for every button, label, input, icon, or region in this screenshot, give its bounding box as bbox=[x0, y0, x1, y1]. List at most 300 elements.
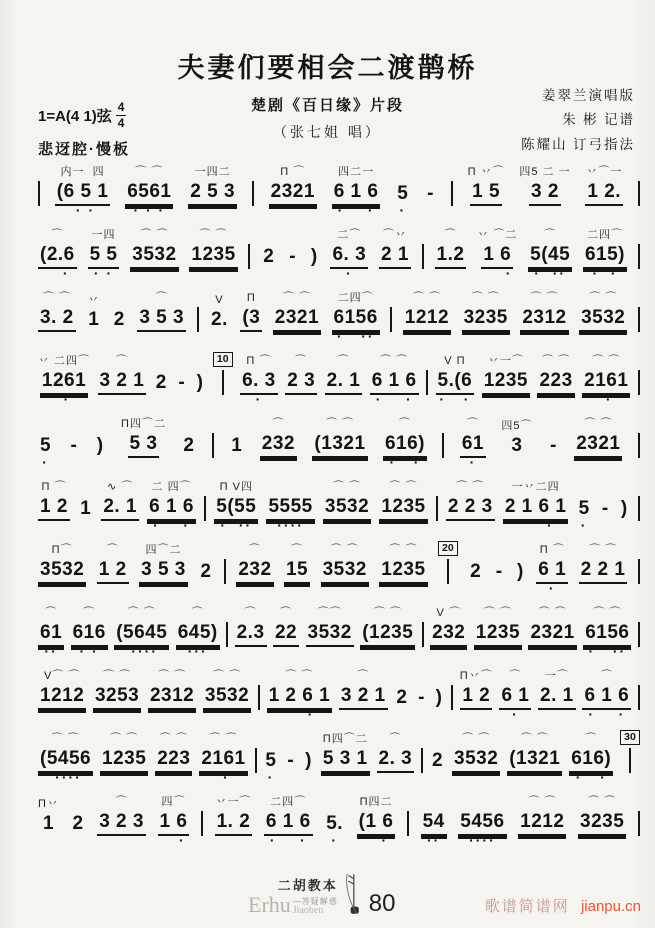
bowing-fingering-annotation: ⌒ bbox=[444, 229, 457, 241]
note-group bbox=[332, 162, 381, 219]
note-group bbox=[416, 668, 427, 723]
note-group bbox=[38, 729, 93, 786]
octave-dots bbox=[542, 332, 548, 345]
score-line-4 bbox=[38, 345, 640, 408]
bowing-fingering-annotation bbox=[551, 416, 555, 435]
bowing-fingering-annotation: ⌒ ⌒ bbox=[282, 292, 311, 304]
score-line-10 bbox=[38, 723, 640, 786]
note-group bbox=[528, 225, 572, 282]
note-digits: 232 bbox=[260, 433, 297, 458]
bowing-fingering-annotation: ⌒ ⌒ bbox=[589, 292, 618, 304]
note-group bbox=[324, 794, 345, 849]
note-group bbox=[379, 477, 427, 534]
note-group bbox=[273, 288, 321, 345]
octave-dots: ···· bbox=[277, 517, 304, 533]
octave-dots bbox=[151, 269, 157, 282]
note-group bbox=[574, 414, 622, 471]
score-line-5 bbox=[38, 408, 640, 471]
note-digits: 5 bbox=[40, 435, 52, 456]
note-group bbox=[306, 603, 354, 660]
bowing-fingering-annotation: ⌒ ⌒ bbox=[530, 292, 559, 304]
octave-dots: · · bbox=[153, 517, 190, 533]
note-group bbox=[458, 792, 506, 849]
note-group bbox=[394, 668, 409, 723]
note-digits: 616) bbox=[383, 433, 427, 458]
bowing-fingering-annotation: 丷 ⌒二 bbox=[477, 229, 518, 241]
bowing-fingering-annotation: Π丷 bbox=[38, 798, 59, 810]
note-group bbox=[71, 794, 86, 849]
score-line-6 bbox=[38, 471, 640, 534]
octave-dots bbox=[621, 521, 627, 534]
octave-dots bbox=[71, 458, 77, 471]
note-digits: 2 bbox=[200, 561, 212, 582]
bowing-fingering-annotation bbox=[291, 227, 295, 246]
bowing-fingering-annotation: 内一 四 bbox=[60, 166, 105, 178]
octave-dots bbox=[553, 395, 559, 408]
series-subtitle: —答疑解惑 bbox=[292, 897, 338, 906]
note-digits: - bbox=[70, 435, 78, 456]
note-group bbox=[436, 351, 475, 408]
bowing-fingering-annotation: 丷⌒一 bbox=[586, 166, 623, 178]
note-group bbox=[494, 542, 505, 597]
bowing-fingering-annotation bbox=[436, 731, 440, 750]
erhu-icon bbox=[343, 872, 361, 916]
barline bbox=[638, 811, 640, 836]
note-group bbox=[501, 416, 532, 471]
octave-dots: · bbox=[363, 832, 389, 848]
barline bbox=[638, 181, 640, 206]
bowing-fingering-annotation: 二四⌒ bbox=[270, 796, 307, 808]
note-group bbox=[55, 162, 111, 219]
note-digits: 3235 bbox=[578, 811, 626, 836]
note-group bbox=[260, 414, 297, 471]
octave-dots: · bbox=[211, 769, 236, 785]
note-digits: - bbox=[427, 183, 434, 204]
note-group bbox=[88, 225, 120, 282]
note-group bbox=[101, 477, 139, 534]
note-digits: 1 bbox=[231, 435, 243, 456]
time-signature bbox=[116, 101, 127, 130]
note-digits: - bbox=[418, 687, 425, 708]
octave-dots bbox=[503, 395, 509, 408]
note-group bbox=[430, 731, 445, 786]
barline bbox=[255, 748, 257, 773]
note-group bbox=[98, 351, 147, 408]
credit-version: 姜翠兰演唱版 bbox=[542, 88, 635, 103]
octave-dots bbox=[435, 773, 441, 786]
bowing-fingering-annotation bbox=[235, 416, 239, 435]
watermark-link[interactable]: jianpu.cn bbox=[580, 898, 641, 915]
key-signature: 1=A(4 1)弦 bbox=[38, 108, 112, 126]
bowing-fingering-annotation: 丷一⌒ bbox=[487, 355, 524, 367]
barline bbox=[451, 685, 453, 710]
note-digits: 6156 bbox=[332, 307, 380, 332]
bowing-fingering-annotation: ⌒ ⌒ bbox=[456, 481, 485, 493]
note-digits: 2 bbox=[432, 750, 444, 771]
note-group bbox=[430, 603, 467, 660]
note-digits: 2321 bbox=[574, 433, 622, 458]
note-group bbox=[477, 225, 517, 282]
bowing-fingering-annotation: ⌒ ⌒ bbox=[285, 670, 314, 682]
credits-block bbox=[521, 84, 635, 157]
octave-dots: ···· bbox=[49, 769, 82, 785]
bowing-fingering-annotation bbox=[269, 731, 273, 750]
octave-dots: · · bbox=[588, 706, 626, 722]
note-digits: 5 bbox=[578, 498, 590, 519]
note-digits: 3532 bbox=[306, 622, 354, 647]
bowing-fingering-annotation: 一四 bbox=[91, 229, 116, 241]
note-group bbox=[100, 729, 148, 786]
barline bbox=[638, 307, 640, 332]
note-digits: 6. 3 bbox=[330, 244, 368, 269]
barline bbox=[212, 433, 214, 458]
octave-dots: · · bbox=[592, 265, 618, 281]
bowing-fingering-annotation: V bbox=[215, 294, 224, 306]
bowing-fingering-annotation: Π ⌒ bbox=[41, 481, 67, 493]
note-group bbox=[460, 666, 493, 723]
note-digits: 1.2 bbox=[435, 244, 467, 269]
barline bbox=[248, 244, 250, 269]
note-digits: 2 2 3 bbox=[446, 496, 495, 521]
octave-dots bbox=[266, 269, 272, 282]
note-digits: 61 bbox=[460, 433, 486, 458]
octave-dots: · bbox=[161, 832, 186, 848]
note-digits: 3 5 3 bbox=[139, 559, 188, 584]
note-group bbox=[434, 668, 445, 723]
note-digits: 2 bbox=[155, 372, 167, 393]
bowing-fingering-annotation: ⌒ bbox=[337, 355, 350, 367]
bowing-fingering-annotation bbox=[622, 479, 626, 498]
note-digits: 1 2 bbox=[97, 559, 129, 584]
barline bbox=[620, 730, 640, 773]
octave-dots bbox=[448, 269, 454, 282]
octave-dots bbox=[327, 647, 333, 660]
octave-dots: ···· bbox=[125, 643, 159, 659]
note-digits: 2 5 3 bbox=[188, 181, 237, 206]
note-group bbox=[86, 290, 101, 345]
note-group bbox=[538, 666, 576, 723]
bowing-fingering-annotation bbox=[582, 479, 586, 498]
note-digits: 5 bbox=[265, 750, 277, 771]
bowing-fingering-annotation: ⌒ ⌒ bbox=[528, 796, 557, 808]
note-digits: 5 3 1 bbox=[321, 748, 370, 773]
bowing-fingering-annotation: ⌒⌒ bbox=[317, 607, 342, 619]
bowing-fingering-annotation: 二四⌒ bbox=[337, 292, 374, 304]
note-group bbox=[583, 603, 631, 660]
note-digits: 1 5 bbox=[470, 181, 502, 206]
note-group bbox=[147, 477, 196, 534]
note-group bbox=[158, 792, 190, 849]
octave-dots bbox=[342, 584, 348, 597]
note-digits: 5.(6 bbox=[436, 370, 475, 395]
time-signature-denominator: 4 bbox=[117, 116, 125, 131]
bowing-fingering-annotation: ⌒ bbox=[51, 229, 64, 241]
note-group bbox=[137, 288, 186, 345]
note-digits: (1235 bbox=[360, 622, 415, 647]
bowing-fingering-annotation: 二 四⌒ bbox=[151, 481, 192, 493]
barline bbox=[252, 181, 254, 206]
bowing-fingering-annotation: Π四⌒二 bbox=[322, 733, 368, 745]
barline bbox=[438, 541, 458, 584]
note-group bbox=[520, 288, 568, 345]
note-digits: 6156 bbox=[583, 622, 631, 647]
octave-dots bbox=[252, 584, 258, 597]
note-group bbox=[309, 227, 320, 282]
bowing-fingering-annotation: ⌒ ⌒ bbox=[140, 229, 169, 241]
note-group bbox=[93, 666, 141, 723]
barline bbox=[638, 496, 640, 521]
note-digits: ) bbox=[196, 372, 204, 393]
bowing-fingering-annotation: 一⌒ bbox=[544, 670, 569, 682]
bowing-fingering-annotation: ⌒ ⌒ bbox=[584, 418, 613, 430]
octave-dots bbox=[75, 836, 81, 849]
octave-dots bbox=[599, 836, 605, 849]
note-digits: 2. 1 bbox=[101, 496, 139, 521]
note-group bbox=[198, 542, 213, 597]
note-digits: 615) bbox=[583, 244, 627, 269]
octave-dots: · bbox=[267, 769, 275, 785]
bowing-fingering-annotation: ⌒丷 bbox=[382, 229, 407, 241]
octave-dots: · ·· bbox=[220, 517, 253, 533]
octave-dots: · bbox=[284, 706, 315, 722]
note-group bbox=[303, 731, 314, 786]
note-digits: 5(55 bbox=[214, 496, 258, 521]
note-group bbox=[199, 729, 247, 786]
octave-dots: · bbox=[255, 391, 263, 407]
octave-dots bbox=[197, 395, 203, 408]
note-group bbox=[569, 729, 613, 786]
octave-dots bbox=[54, 332, 60, 345]
octave-dots: · · bbox=[79, 643, 99, 659]
note-group bbox=[209, 290, 230, 345]
bowing-fingering-annotation: ⌒ bbox=[509, 670, 522, 682]
bowing-fingering-annotation bbox=[289, 731, 293, 750]
bowing-fingering-annotation: ⌒ bbox=[585, 733, 598, 745]
octave-dots bbox=[169, 710, 175, 723]
note-digits: 645) bbox=[176, 622, 220, 647]
bowing-fingering-annotation: ⌒ ⌒ bbox=[389, 544, 418, 556]
octave-dots: · bbox=[51, 391, 77, 407]
note-digits: 6 1 bbox=[499, 685, 531, 710]
note-group bbox=[323, 477, 371, 534]
score-line-8 bbox=[38, 597, 640, 660]
note-digits: 2.3 bbox=[235, 622, 267, 647]
note-digits: 616 bbox=[71, 622, 108, 647]
octave-dots bbox=[311, 269, 317, 282]
measure-number-box: 30 bbox=[620, 730, 640, 745]
bowing-fingering-annotation: ⌒ bbox=[295, 355, 308, 367]
octave-dots: · bbox=[399, 202, 407, 218]
bowing-fingering-annotation: Π V四 bbox=[219, 481, 253, 493]
bowing-fingering-annotation bbox=[44, 416, 48, 435]
octave-dots bbox=[424, 332, 430, 345]
octave-dots bbox=[400, 584, 406, 597]
note-digits: 1212 bbox=[403, 307, 451, 332]
note-group bbox=[583, 225, 627, 282]
octave-dots bbox=[473, 710, 479, 723]
bowing-fingering-annotation: 四5 二 一 bbox=[519, 166, 571, 178]
octave-dots bbox=[91, 332, 97, 345]
note-group bbox=[360, 603, 415, 660]
bowing-fingering-annotation: 一四二 bbox=[194, 166, 231, 178]
bowing-fingering-annotation: ⌒ ⌒ bbox=[520, 733, 549, 745]
note-digits: 1. 2 bbox=[215, 811, 253, 836]
note-group bbox=[38, 794, 59, 849]
bowing-fingering-annotation bbox=[84, 479, 88, 498]
octave-dots bbox=[59, 584, 65, 597]
note-digits: 5. bbox=[326, 813, 344, 834]
note-digits: - bbox=[495, 561, 503, 582]
octave-dots bbox=[436, 710, 442, 723]
bowing-fingering-annotation: ⌒ bbox=[389, 733, 402, 745]
bowing-fingering-annotation: ⌒ bbox=[357, 670, 370, 682]
note-group bbox=[482, 351, 530, 408]
note-group bbox=[325, 351, 363, 408]
bowing-fingering-annotation bbox=[76, 794, 80, 813]
octave-dots: · bbox=[548, 580, 556, 596]
note-digits: 2161 bbox=[582, 370, 630, 395]
note-group bbox=[154, 353, 169, 408]
barline bbox=[422, 244, 424, 269]
octave-dots: · · · bbox=[133, 202, 166, 218]
note-digits: 6. 3 bbox=[240, 370, 278, 395]
note-group bbox=[379, 540, 427, 597]
note-digits: 2312 bbox=[148, 685, 196, 710]
note-group bbox=[38, 540, 86, 597]
bowing-fingering-annotation: ⌒ ⌒ bbox=[332, 481, 362, 493]
time-signature-numerator: 4 bbox=[116, 101, 127, 116]
bowing-fingering-annotation: ⌒ ⌒ bbox=[110, 733, 139, 745]
bowing-fingering-annotation bbox=[437, 668, 441, 687]
bowing-fingering-annotation: 丷 bbox=[87, 294, 100, 306]
octave-dots bbox=[344, 521, 350, 534]
note-group bbox=[236, 540, 273, 597]
barline bbox=[638, 685, 640, 710]
note-group bbox=[287, 227, 298, 282]
octave-dots bbox=[337, 458, 343, 471]
note-group bbox=[600, 479, 611, 534]
note-group bbox=[269, 162, 317, 219]
note-digits: 3 2 3 bbox=[97, 811, 146, 836]
barline bbox=[426, 370, 428, 395]
octave-dots: ·· bbox=[426, 832, 441, 848]
octave-dots bbox=[294, 332, 300, 345]
bowing-fingering-annotation: ⌒ bbox=[248, 544, 261, 556]
bowing-fingering-annotation: ⌒ ⌒ bbox=[330, 544, 359, 556]
series-title bbox=[248, 879, 338, 916]
bowing-fingering-annotation: V⌒ ⌒ bbox=[43, 670, 81, 682]
barline bbox=[201, 811, 203, 836]
bowing-fingering-annotation: ⌒ ⌒ bbox=[199, 229, 228, 241]
bowing-fingering-annotation: ⌒ ⌒ bbox=[373, 607, 402, 619]
octave-dots bbox=[217, 332, 223, 345]
bowing-fingering-annotation: ⌒ bbox=[83, 607, 96, 619]
note-digits: 3 2 1 bbox=[98, 370, 147, 395]
score-line-7 bbox=[38, 534, 640, 597]
octave-dots bbox=[231, 836, 237, 849]
note-group bbox=[395, 164, 410, 219]
note-digits: 3532 bbox=[579, 307, 627, 332]
note-digits: 61 bbox=[38, 622, 64, 647]
note-digits: 5 3 bbox=[128, 433, 160, 458]
note-group bbox=[263, 731, 278, 786]
note-digits: ) bbox=[305, 750, 312, 771]
note-group bbox=[460, 414, 486, 471]
note-digits: - bbox=[287, 750, 295, 771]
series-title-cn: 二胡教本 bbox=[277, 878, 338, 893]
note-group bbox=[214, 477, 258, 534]
note-digits: 6 1 6 bbox=[147, 496, 196, 521]
note-group bbox=[69, 416, 80, 471]
bowing-fingering-annotation: ⌒ ⌒ bbox=[588, 796, 617, 808]
note-group bbox=[578, 792, 626, 849]
note-digits: 2 bbox=[263, 246, 275, 267]
octave-dots: · · bbox=[93, 265, 114, 281]
bowing-fingering-annotation: ⌒ bbox=[115, 796, 128, 808]
note-group bbox=[579, 540, 628, 597]
octave-dots bbox=[392, 773, 398, 786]
barline bbox=[451, 181, 453, 206]
note-digits: 2 1 bbox=[379, 244, 411, 269]
score-line-1 bbox=[38, 156, 640, 219]
page-number: 80 bbox=[368, 890, 396, 917]
watermark bbox=[485, 895, 641, 916]
note-digits: 1 6 bbox=[481, 244, 513, 269]
bowing-fingering-annotation bbox=[312, 227, 316, 246]
barline bbox=[38, 181, 40, 206]
bowing-fingering-annotation: ⌒ bbox=[280, 607, 292, 619]
note-digits: (6 5 1 bbox=[55, 181, 111, 206]
bowing-fingering-annotation: ⌒ ⌒ bbox=[538, 607, 567, 619]
octave-dots: · · bbox=[389, 454, 421, 470]
bowing-fingering-annotation bbox=[474, 542, 478, 561]
note-group bbox=[468, 162, 505, 219]
note-digits: (1321 bbox=[312, 433, 367, 458]
bowing-fingering-annotation bbox=[307, 731, 311, 750]
note-digits: 1 2 bbox=[460, 685, 492, 710]
octave-dots bbox=[473, 773, 479, 786]
note-group bbox=[321, 540, 369, 597]
bowing-fingering-annotation: ⌒ bbox=[155, 292, 168, 304]
note-group bbox=[421, 792, 447, 849]
octave-dots bbox=[119, 836, 125, 849]
note-group bbox=[585, 162, 623, 219]
octave-dots bbox=[110, 584, 116, 597]
barline bbox=[197, 307, 199, 332]
bowing-fingering-annotation: Π⌒ bbox=[51, 544, 73, 556]
bowing-fingering-annotation: ⌒ ⌒ bbox=[389, 481, 418, 493]
barline bbox=[436, 496, 438, 521]
bowing-fingering-annotation: 四二一 bbox=[338, 166, 375, 178]
octave-dots bbox=[186, 458, 192, 471]
octave-dots bbox=[342, 773, 348, 786]
bowing-fingering-annotation: 二⌒ bbox=[337, 229, 362, 241]
note-digits: (5645 bbox=[114, 622, 169, 647]
bowing-fingering-annotation bbox=[480, 792, 484, 811]
octave-dots bbox=[248, 332, 254, 345]
note-digits: 5(45 bbox=[528, 244, 572, 269]
note-digits: 15 bbox=[284, 559, 310, 584]
note-digits: 3 2 1 bbox=[339, 685, 388, 710]
measure-number-box: 10 bbox=[213, 352, 233, 367]
octave-dots bbox=[554, 710, 560, 723]
note-digits: 1 6 bbox=[158, 811, 190, 836]
octave-dots bbox=[298, 395, 304, 408]
octave-dots bbox=[550, 458, 556, 471]
note-group bbox=[112, 290, 127, 345]
barline bbox=[638, 244, 640, 269]
note-digits: 2 bbox=[72, 813, 84, 834]
